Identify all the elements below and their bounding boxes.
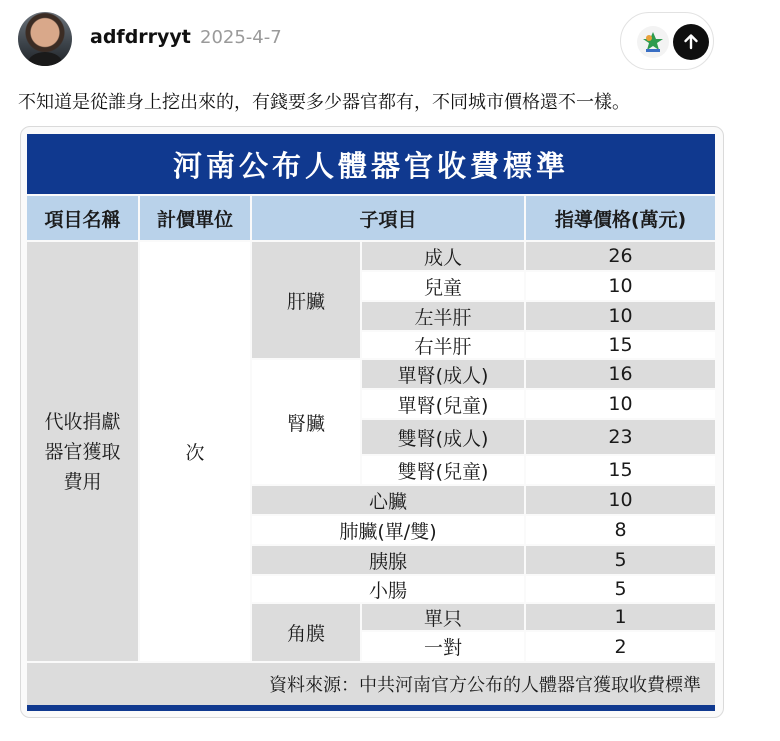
price-cell: 15 [526,332,715,358]
subitem-cell: 肺臟(單/雙) [252,516,524,544]
subitem-cell: 右半肝 [362,332,524,358]
table-source: 資料來源：中共河南官方公布的人體器官獲取收費標準 [27,663,715,705]
price-cell: 16 [526,360,715,388]
price-cell: 5 [526,546,715,574]
header-price: 指導價格(萬元) [526,196,715,240]
subitem-cell: 雙腎(成人) [362,420,524,454]
price-cell: 5 [526,576,715,602]
price-cell: 1 [526,604,715,630]
subitem-cell: 單腎(成人) [362,360,524,388]
subitem-cell: 單腎(兒童) [362,390,524,418]
category-line: 器官獲取 [44,440,121,463]
table-bottom-bar [27,705,715,711]
price-cell: 8 [526,516,715,544]
table-banner [27,134,715,194]
group-liver: 肝臟 [252,242,360,358]
unit-cell: 次 [140,242,250,661]
price-cell: 15 [526,456,715,484]
share-button[interactable] [673,24,709,60]
price-cell: 10 [526,302,715,330]
subitem-cell: 兒童 [362,272,524,300]
avatar[interactable] [18,12,72,66]
group-kidney: 腎臟 [252,360,360,484]
subitem-cell: 雙腎(兒童) [362,456,524,484]
subitem-cell: 小腸 [252,576,524,602]
header-item-name: 項目名稱 [27,196,138,240]
category-line: 代收捐獻 [44,410,121,433]
subitem-cell: 單只 [362,604,524,630]
price-cell: 26 [526,242,715,270]
arrow-up-icon [681,32,701,52]
price-cell: 10 [526,486,715,514]
subitem-cell: 心臟 [252,486,524,514]
header-unit: 計價單位 [140,196,250,240]
username[interactable]: adfdrryyt [90,26,191,48]
price-cell: 10 [526,272,715,300]
subitem-cell: 胰腺 [252,546,524,574]
post-date: 2025-4-7 [200,27,282,48]
header-subitem: 子項目 [252,196,524,240]
post-actions [620,12,714,70]
subitem-cell: 左半肝 [362,302,524,330]
subitem-cell: 一對 [362,632,524,661]
category-cell [27,242,138,661]
category-line: 費用 [63,470,102,493]
price-cell: 10 [526,390,715,418]
community-badge-icon[interactable] [637,26,669,58]
subitem-cell: 成人 [362,242,524,270]
post-header [0,0,780,80]
price-cell: 2 [526,632,715,661]
group-cornea: 角膜 [252,604,360,661]
table-title: 河南公布人體器官收費標準 [172,148,569,183]
post-caption: 不知道是從誰身上挖出來的，有錢要多少器官都有，不同城市價格還不一樣。 [18,92,630,113]
price-cell: 23 [526,420,715,454]
